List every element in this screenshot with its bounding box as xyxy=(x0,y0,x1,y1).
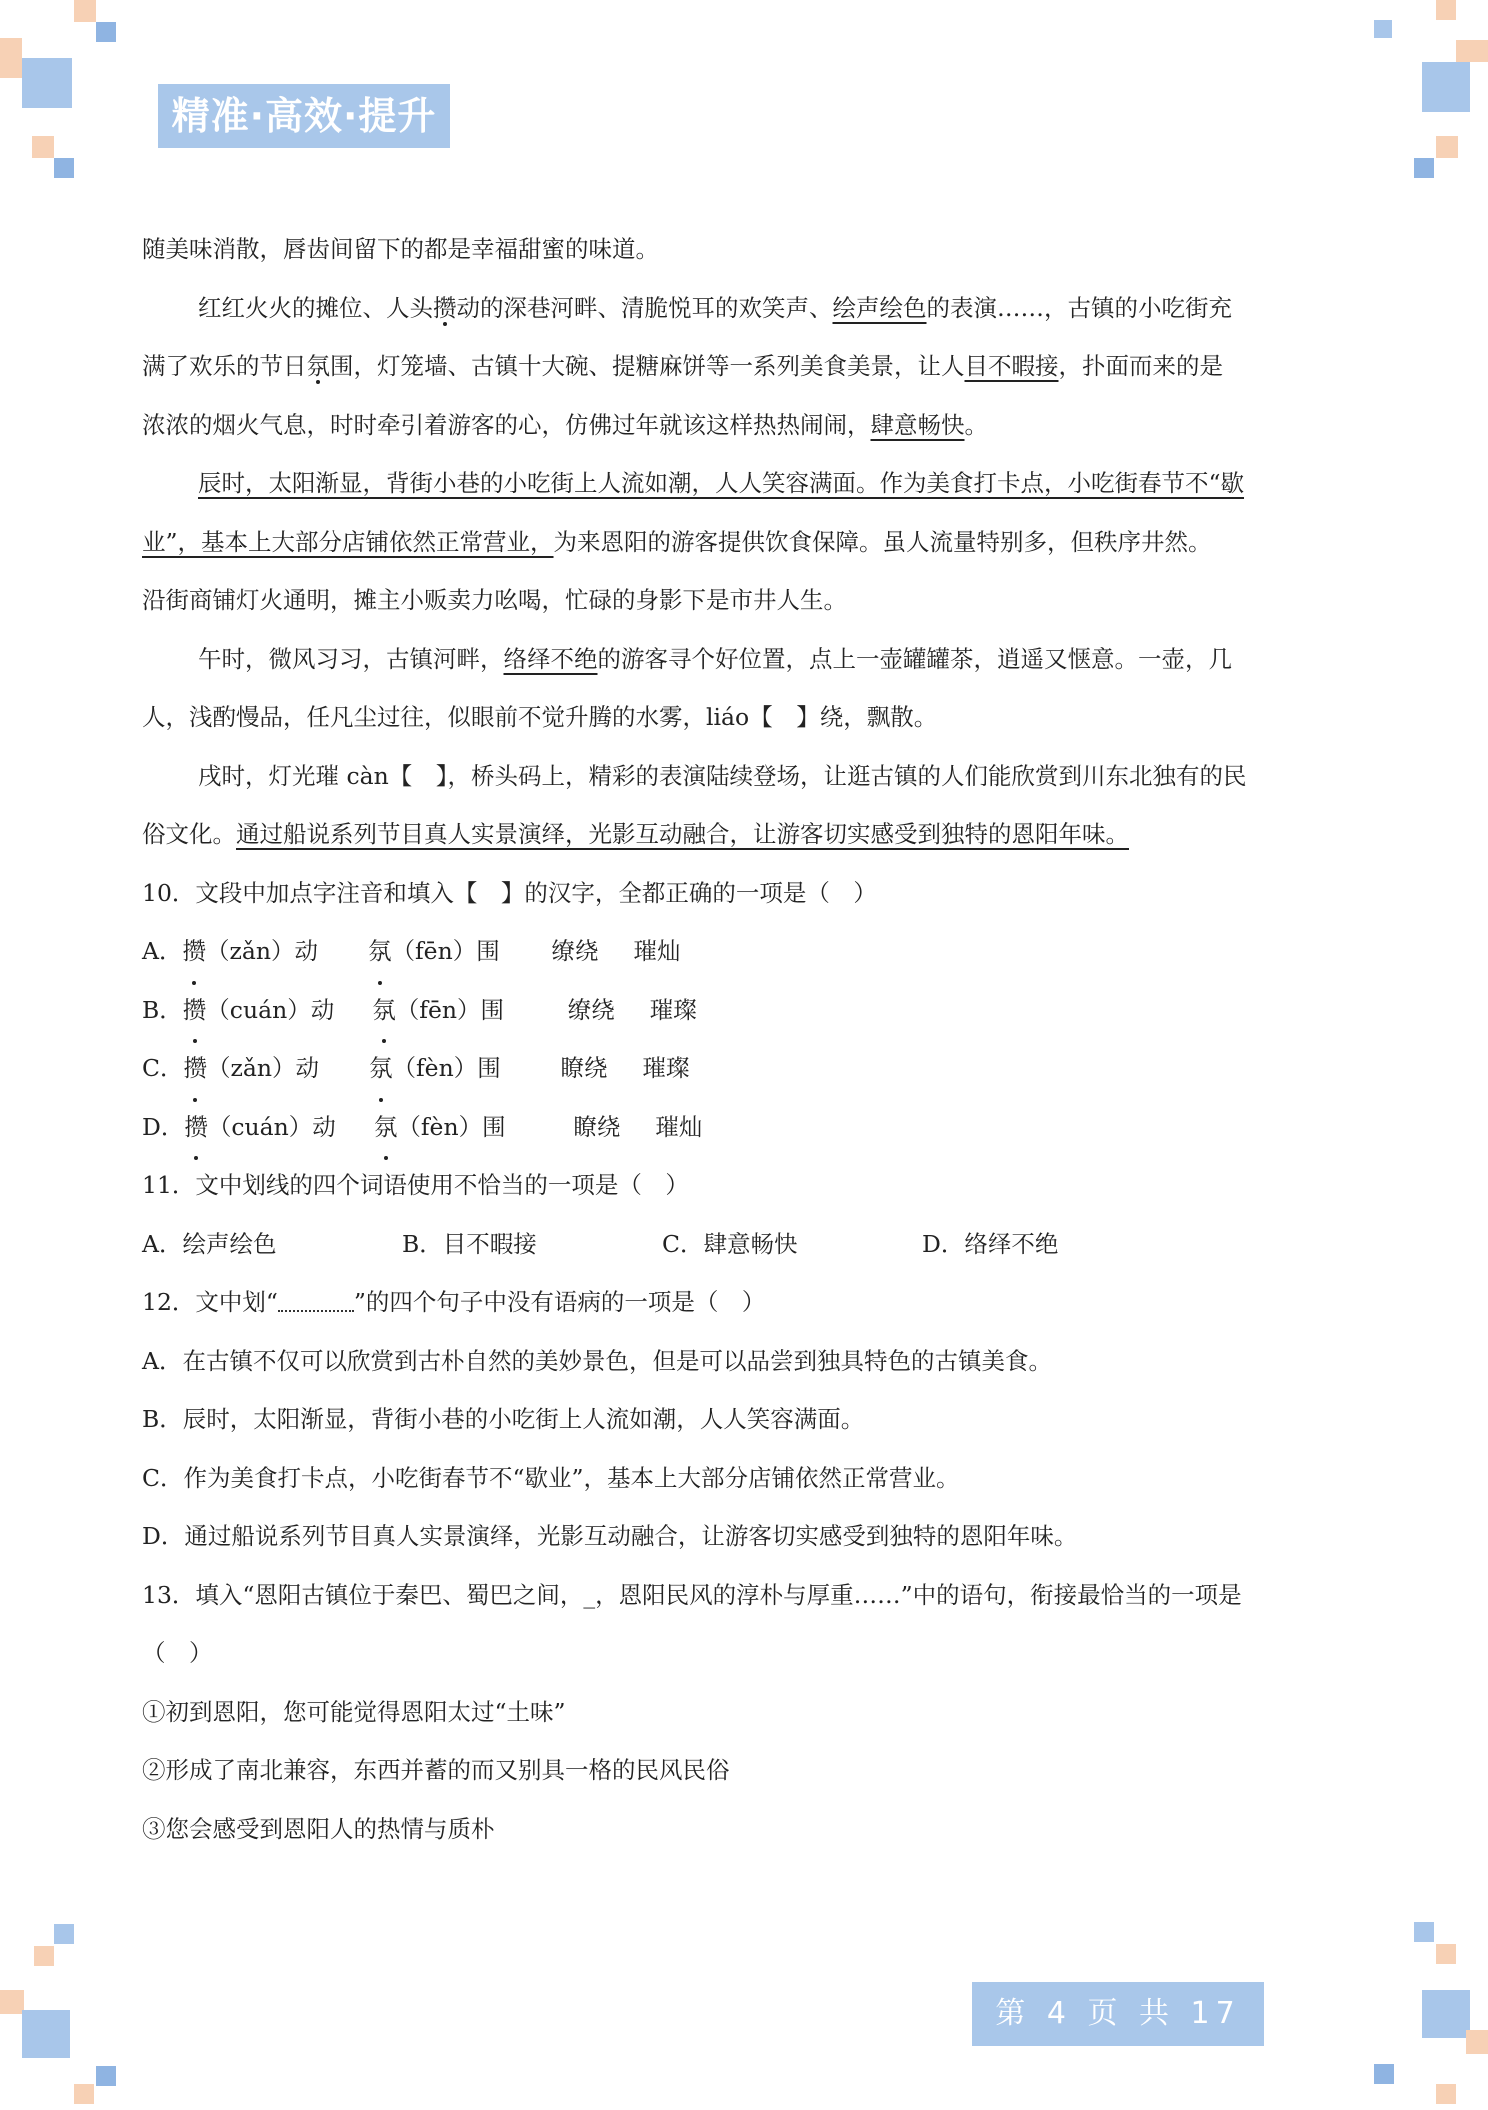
decor-square xyxy=(1436,1944,1456,1964)
question-10-stem: 10．文段中加点字注音和填入【 】的汉字，全都正确的一项是（ ） xyxy=(142,878,877,907)
text: 随美味消散，唇齿间留下的都是幸福甜蜜的味道。 xyxy=(142,235,659,263)
pinyin: （fèn）围 xyxy=(397,1112,506,1141)
question-11-options xyxy=(142,1215,1350,1274)
option: A．绘声绘色 xyxy=(142,1229,277,1258)
decor-square xyxy=(96,2066,116,2086)
decor-square xyxy=(1456,40,1488,62)
decor-square xyxy=(96,22,116,42)
question-10-option xyxy=(142,1098,1350,1157)
underlined-word: 络绎不绝 xyxy=(503,644,598,673)
word: 璀灿 xyxy=(633,937,681,965)
text: ，扑面而来的是 xyxy=(1058,352,1223,380)
decor-square xyxy=(0,1990,24,2014)
question-12-option: D．通过船说系列节目真人实景演绎，光影互动融合，让游客切实感受到独特的恩阳年味。 xyxy=(142,1522,1078,1550)
dotted-char: 攒 xyxy=(183,1039,207,1098)
dotted-char: 氛 xyxy=(369,1039,393,1098)
question-13-paren: （ ） xyxy=(142,1639,213,1667)
pinyin: （zǎn）动 xyxy=(205,937,319,965)
question-12-option: B．辰时，太阳渐显，背街小巷的小吃街上人流如潮，人人笑容满面。 xyxy=(142,1405,865,1433)
word: 缭绕 xyxy=(551,937,599,965)
text: ”的四个句子中没有语病的一项是（ ） xyxy=(353,1288,766,1316)
option-label: D． xyxy=(142,1112,185,1141)
pinyin: （fèn）围 xyxy=(392,1054,501,1082)
passage-line xyxy=(142,805,1350,864)
text: 浓浓的烟火气息，时时牵引着游客的心，仿佛过年就该这样热热闹闹， xyxy=(142,410,871,439)
question-12-option: A．在古镇不仅可以欣赏到古朴自然的美妙景色，但是可以品尝到独具特色的古镇美食。 xyxy=(142,1346,1052,1375)
pinyin: （fēn）围 xyxy=(391,937,500,965)
passage-line xyxy=(142,630,1350,689)
text: 人，浅酌慢品，任凡尘过往，似眼前不觉升腾的水雾，liáo【 】绕，飘散。 xyxy=(142,703,938,731)
passage-line xyxy=(142,279,1350,338)
page-number: 第 4 页 共 17 页 xyxy=(972,1982,1264,2046)
passage-line xyxy=(142,747,1350,806)
question-12-stem xyxy=(142,1273,1350,1332)
question-13-item: ②形成了南北兼容，东西并蓄的而又别具一格的民风民俗 xyxy=(142,1756,730,1784)
underlined-sentence: 辰时，太阳渐显，背街小巷的小吃街上人流如潮，人人笑容满面。作为美食打卡点，小吃街春节不“歇 xyxy=(198,469,1245,497)
decor-square xyxy=(74,0,96,22)
dotted-char: 攒 xyxy=(433,293,457,322)
option-label: A． xyxy=(142,937,183,965)
decor-square xyxy=(1436,0,1456,20)
question-13-item: ③您会感受到恩阳人的热情与质朴 xyxy=(142,1814,495,1843)
underlined-word: 肆意畅快 xyxy=(870,410,965,439)
passage-line xyxy=(142,454,1350,513)
dotted-char: 攒 xyxy=(184,1098,208,1157)
text: 动的深巷河畔、清脆悦耳的欢笑声、 xyxy=(456,293,833,322)
decor-square xyxy=(1414,158,1434,178)
option-label: B． xyxy=(142,995,183,1024)
decor-square xyxy=(1422,1990,1470,2038)
underlined-word: 绘声绘色 xyxy=(832,293,927,322)
pinyin: （cuán）动 xyxy=(207,1112,336,1141)
text: 满了欢乐的节日 xyxy=(142,352,307,380)
dotted-char: 攒 xyxy=(182,922,206,981)
document-body xyxy=(142,220,1350,1858)
word: 瞭绕 xyxy=(560,1054,608,1082)
dotted-char: 氛 xyxy=(374,1098,398,1157)
passage-line xyxy=(142,337,1350,396)
word: 璀璨 xyxy=(649,995,697,1024)
dotted-char: 氛 xyxy=(368,922,392,981)
decor-square xyxy=(22,58,72,108)
question-13-stem: 13．填入“恩阳古镇位于秦巴、蜀巴之间，_，恩阳民风的淳朴与厚重……”中的语句，衔接最恰当的一项是 xyxy=(142,1580,1242,1609)
decor-square xyxy=(32,136,54,158)
decor-square xyxy=(1374,2064,1394,2084)
underlined-word: 目不暇接 xyxy=(964,352,1059,380)
text: 12．文中划“ xyxy=(142,1288,278,1316)
pinyin: （zǎn）动 xyxy=(206,1054,320,1082)
word: 璀璨 xyxy=(642,1054,690,1082)
word: 瞭绕 xyxy=(573,1112,621,1141)
text: 戌时，灯光璀 càn【 】，桥头码上，精彩的表演陆续登场，让逛古镇的人们能欣赏到川东北独有的民 xyxy=(198,761,1247,790)
text: 的游客寻个好位置，点上一壶罐罐茶，逍遥又惬意。一壶，几 xyxy=(597,644,1232,673)
word: 缭绕 xyxy=(567,995,615,1024)
passage-line xyxy=(142,571,1350,630)
text: 午时，微风习习，古镇河畔， xyxy=(198,644,504,673)
decor-square xyxy=(22,2010,70,2058)
decor-square xyxy=(1374,20,1392,38)
decor-square xyxy=(1436,136,1458,158)
text: 沿街商铺灯火通明，摊主小贩卖力吆喝，忙碌的身影下是市井人生。 xyxy=(142,586,847,614)
option: B．目不暇接 xyxy=(402,1229,537,1258)
text: 红红火火的摊位、人头 xyxy=(198,293,433,322)
header-banner: 精准·高效·提升 xyxy=(158,84,450,148)
word: 璀灿 xyxy=(655,1112,703,1141)
option-label: C． xyxy=(142,1054,184,1082)
pinyin: （fēn）围 xyxy=(395,995,505,1024)
passage-line xyxy=(142,220,1350,279)
underlined-sentence: 通过船说系列节目真人实景演绎，光影互动融合，让游客切实感受到独特的恩阳年味。 xyxy=(236,820,1129,848)
text: 为来恩阳的游客提供饮食保障。虽人流量特别多，但秩序井然。 xyxy=(553,527,1212,556)
decor-square xyxy=(74,2084,94,2104)
wavy-underline-sample xyxy=(278,1296,354,1312)
question-10-option xyxy=(142,1039,1350,1098)
decor-square xyxy=(54,1924,74,1944)
passage-line xyxy=(142,396,1350,455)
decor-square xyxy=(1422,62,1470,112)
decor-square xyxy=(1466,2030,1488,2054)
text: 的表演……，古镇的小吃街充 xyxy=(926,293,1232,322)
question-12-option: C．作为美食打卡点，小吃街春节不“歇业”，基本上大部分店铺依然正常营业。 xyxy=(142,1463,960,1492)
question-10-option xyxy=(142,922,1350,981)
text: 围，灯笼墙、古镇十大碗、提糖麻饼等一系列美食美景，让人 xyxy=(330,352,965,380)
dotted-char: 氛 xyxy=(306,352,330,380)
question-10-option xyxy=(142,981,1350,1040)
dotted-char: 氛 xyxy=(372,981,396,1040)
decor-square xyxy=(1414,1922,1434,1942)
underlined-sentence: 业”，基本上大部分店铺依然正常营业， xyxy=(142,527,554,556)
question-13-item: ①初到恩阳，您可能觉得恩阳太过“土味” xyxy=(142,1697,566,1726)
question-11-stem: 11．文中划线的四个词语使用不恰当的一项是（ ） xyxy=(142,1171,689,1199)
passage-line xyxy=(142,688,1350,747)
option: D．络绎不绝 xyxy=(922,1229,1059,1258)
decor-square xyxy=(54,158,74,178)
dotted-char: 攒 xyxy=(183,981,207,1040)
text: 俗文化。 xyxy=(142,820,236,848)
decor-square xyxy=(1436,2084,1456,2104)
option: C．肆意畅快 xyxy=(662,1229,798,1258)
pinyin: （cuán）动 xyxy=(206,995,335,1024)
decor-square xyxy=(34,1946,54,1966)
decor-square xyxy=(0,38,22,78)
text: 。 xyxy=(964,410,988,439)
passage-line xyxy=(142,513,1350,572)
